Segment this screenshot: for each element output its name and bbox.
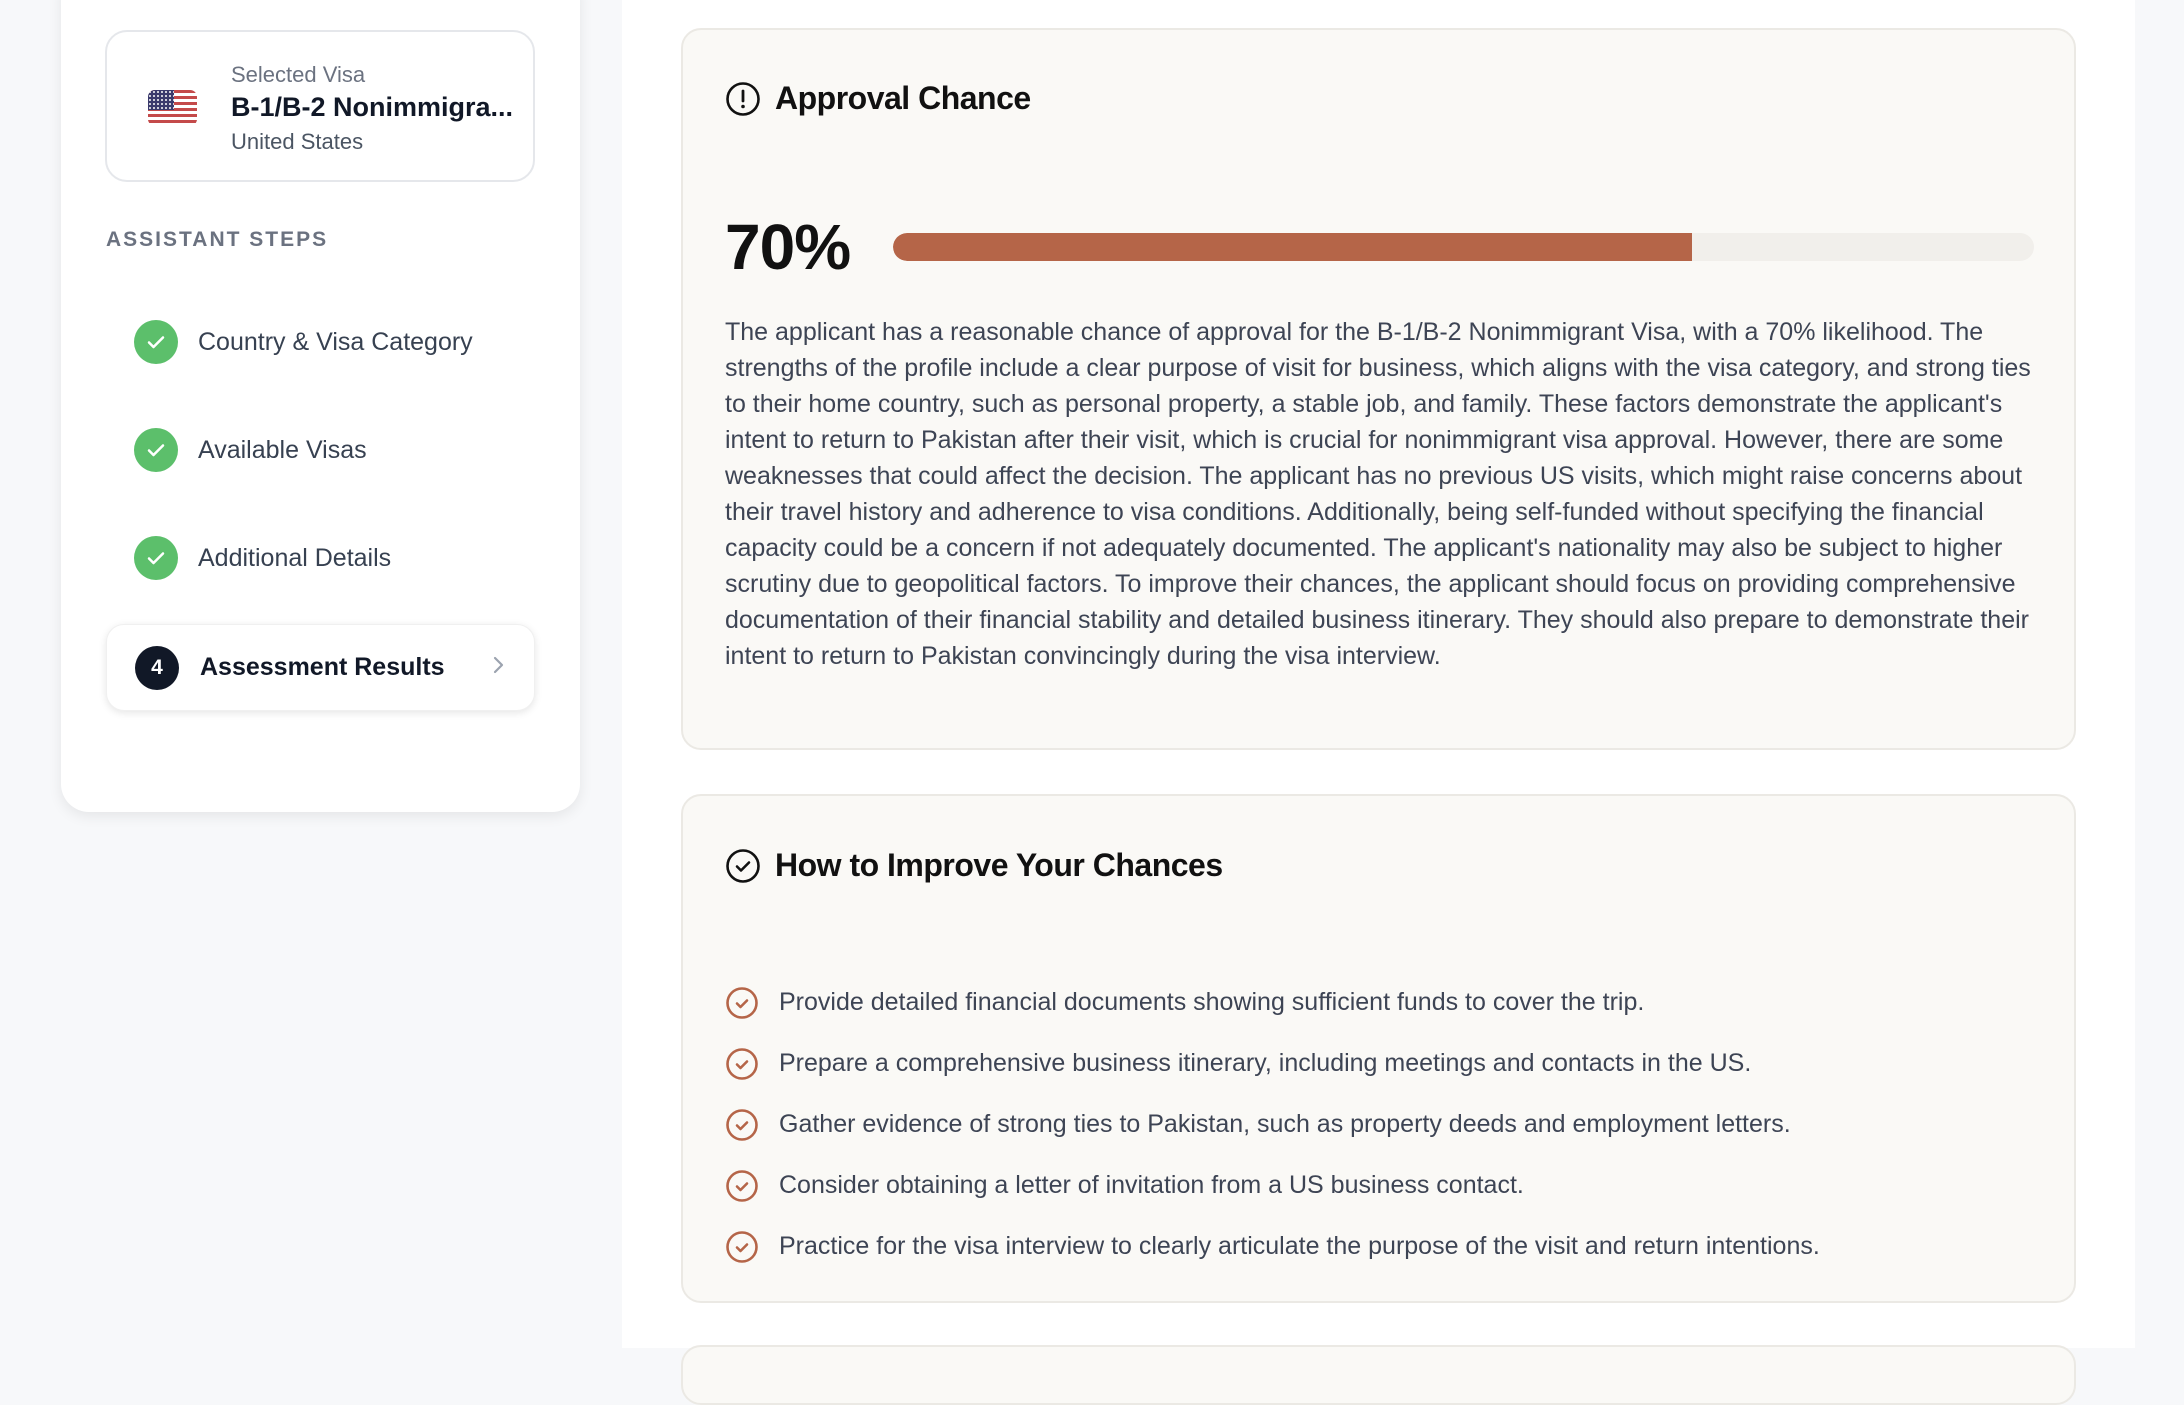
step-additional-details[interactable] xyxy=(134,533,391,583)
step-number-badge: 4 xyxy=(135,646,179,690)
step-country-visa-category[interactable] xyxy=(134,317,473,367)
steps-heading: ASSISTANT STEPS xyxy=(106,228,329,251)
improve-title-text: How to Improve Your Chances xyxy=(775,847,1223,883)
step-label: Additional Details xyxy=(198,543,392,572)
selected-visa-title: B-1/B-2 Nonimmigra... xyxy=(231,92,514,122)
improve-item-text: Gather evidence of strong ties to Pakistan, such as property deeds and employment letters. xyxy=(779,1110,1791,1138)
check-circle-icon xyxy=(725,1108,759,1142)
improve-chances-card xyxy=(681,794,2076,1303)
check-circle-icon xyxy=(725,986,759,1020)
step-label: Available Visas xyxy=(198,435,367,464)
approval-title-text: Approval Chance xyxy=(775,80,1031,116)
step-label: Assessment Results xyxy=(200,653,445,681)
check-icon xyxy=(134,536,178,580)
improve-list-item xyxy=(725,1094,1820,1155)
approval-chance-card xyxy=(681,28,2076,750)
check-icon xyxy=(134,428,178,472)
improve-list-item xyxy=(725,1216,1820,1277)
approval-title xyxy=(725,80,1031,117)
check-circle-icon xyxy=(725,1169,759,1203)
next-card xyxy=(681,1345,2076,1405)
check-icon xyxy=(134,320,178,364)
approval-description: The applicant has a reasonable chance of approval for the B-1/B-2 Nonimmigrant Visa, with a 70% likelihood. The strengths of the profile include a clear purpose of visit for business, which aligns with the visa category, and strong ties to their home country, such as personal property, a stable job, and family. These factors demonstrate the applicant's intent to return to Pakistan after their visit, which is crucial for nonimmigrant visa approval. However, there are some weaknesses that could affect the decision. The applicant has no previous US visits, which might raise concerns about their travel history and adherence to visa conditions. Additionally, being self-funded without specifying the financial capacity could be a concern if not adequately documented. The applicant's nationality may also be subject to higher scrutiny due to geopolitical factors. To improve their chances, the applicant should focus on providing comprehensive documentation of their financial stability and detailed business itinerary. They should also prepare to demonstrate their intent to return to Pakistan convincingly during the visa interview. xyxy=(725,318,2031,670)
step-available-visas[interactable] xyxy=(134,425,367,475)
step-label: Country & Visa Category xyxy=(198,327,473,356)
selected-visa-label: Selected Visa xyxy=(231,62,366,87)
improve-title xyxy=(725,847,1223,884)
check-circle-icon xyxy=(725,848,761,884)
chevron-right-icon xyxy=(492,653,506,684)
improve-item-text: Provide detailed financial documents showing sufficient funds to cover the trip. xyxy=(779,988,1645,1016)
step-assessment-results[interactable] xyxy=(106,624,535,711)
main-content xyxy=(622,0,2135,1348)
us-flag-icon xyxy=(148,90,197,126)
approval-percent: 70% xyxy=(725,211,851,283)
approval-progress-fill xyxy=(893,233,1692,261)
improve-list-item xyxy=(725,1033,1820,1094)
sidebar xyxy=(61,0,580,812)
selected-visa-card[interactable] xyxy=(105,30,535,182)
alert-circle-icon xyxy=(725,81,761,117)
improve-item-text: Practice for the visa interview to clearly articulate the purpose of the visit and return intentions. xyxy=(779,1232,1820,1260)
improve-list-item xyxy=(725,972,1820,1033)
approval-progress-bar xyxy=(893,233,2034,261)
improve-list xyxy=(725,972,1820,1277)
improve-item-text: Consider obtaining a letter of invitation from a US business contact. xyxy=(779,1171,1524,1199)
selected-visa-country: United States xyxy=(231,129,364,154)
check-circle-icon xyxy=(725,1047,759,1081)
improve-item-text: Prepare a comprehensive business itinerary, including meetings and contacts in the US. xyxy=(779,1049,1752,1077)
check-circle-icon xyxy=(725,1230,759,1264)
improve-list-item xyxy=(725,1155,1820,1216)
